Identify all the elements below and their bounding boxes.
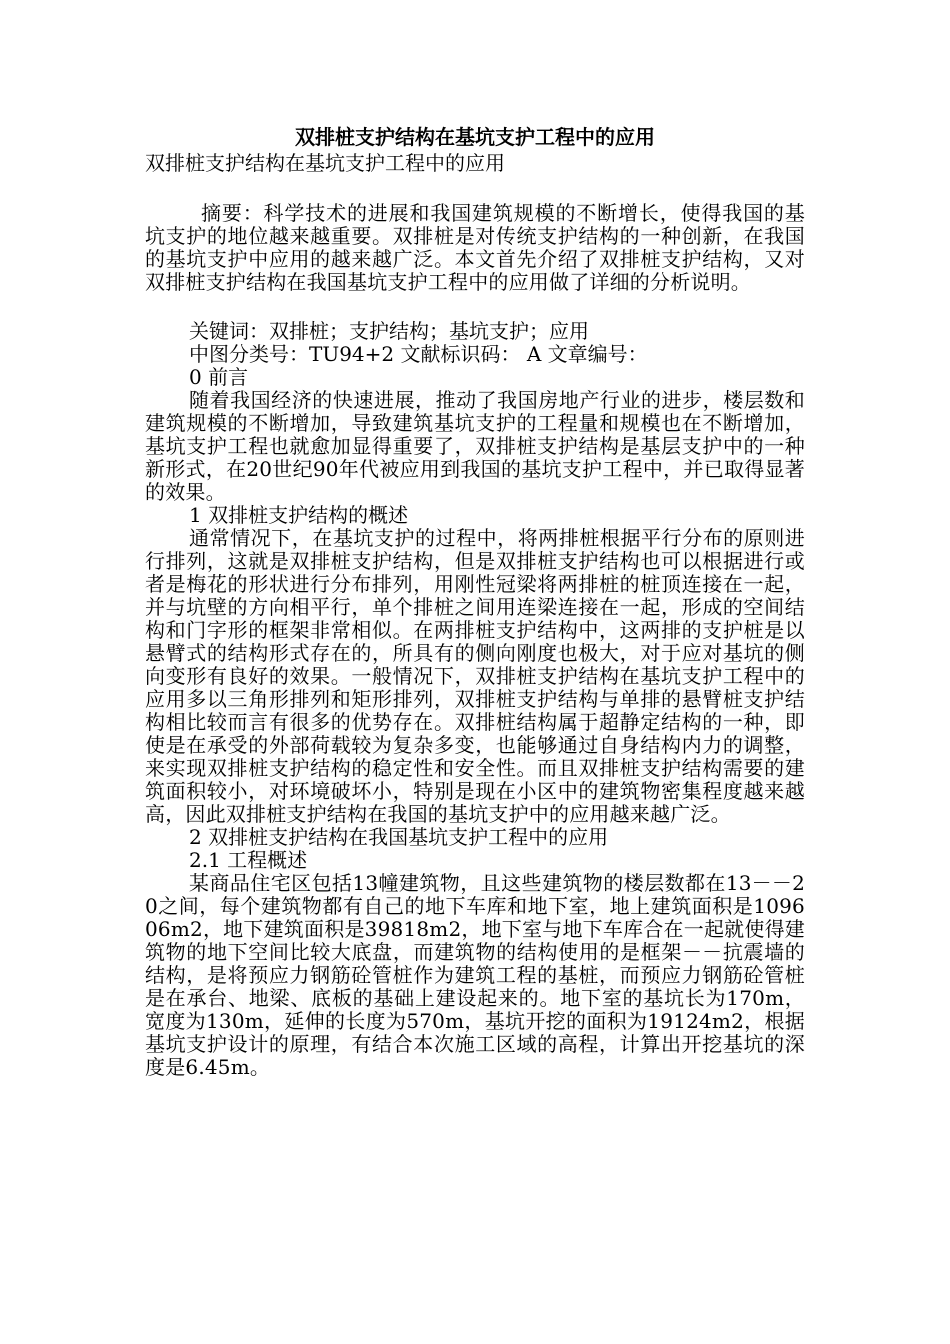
abstract-paragraph: 摘要：科学技术的进展和我国建筑规模的不断增长，使得我国的基坑支护的地位越来越重要。双排桩是对传统支护结构的一种创新，在我国的基坑支护中应用的越来越广泛。本文首先介绍了双排桩支护结构，又对双排桩支护结构在我国基坑支护工程中的应用做了详细的分析说明。 xyxy=(145,201,805,294)
document-content xyxy=(145,124,805,1079)
section-heading-2-1: 2.1 工程概述 xyxy=(189,848,308,872)
blank-line xyxy=(145,294,805,320)
document-title: 双排桩支护结构在基坑支护工程中的应用 xyxy=(295,125,655,149)
section-heading-2: 2 双排桩支护结构在我国基坑支护工程中的应用 xyxy=(189,825,609,849)
document-subtitle: 双排桩支护结构在基坑支护工程中的应用 xyxy=(145,151,505,175)
keywords-line: 关键词：双排桩；支护结构；基坑支护；应用 xyxy=(189,319,589,343)
blank-line xyxy=(145,176,805,202)
section-body-2-1: 某商品住宅区包括13幢建筑物，且这些建筑物的楼层数都在13－－20之间，每个建筑物都有自己的地下车库和地下室，地上建筑面积是109606m2，地下建筑面积是39818m2，地下室与地下车库合在一起就使得建筑物的地下空间比较大底盘，而建筑物的结构使用的是框架－－抗震墙的结构，是将预应力钢筋砼管桩作为建筑工程的基桩，而预应力钢筋砼管桩是在承台、地梁、底板的基础上建设起来的。地下室的基坑长为170m，宽度为130m，延伸的长度为570m，基坑开挖的面积为19124m2，根据基坑支护设计的原理，有结合本次施工区域的高程，计算出开挖基坑的深度是6.45m。 xyxy=(145,871,805,1079)
section-body-0: 随着我国经济的快速进展，推动了我国房地产行业的进步，楼层数和建筑规模的不断增加，导致建筑基坑支护的工程量和规模也在不断增加，基坑支护工程也就愈加显得重要了，双排桩支护结构是基层支护中的一种新形式，在20世纪90年代被应用到我国的基坑支护工程中，并已取得显著的效果。 xyxy=(145,388,805,504)
classification-line: 中图分类号：TU94+2 文献标识码： A 文章编号： xyxy=(189,342,648,366)
section-heading-1: 1 双排桩支护结构的概述 xyxy=(189,503,409,527)
section-heading-0: 0 前言 xyxy=(189,365,249,389)
section-body-1: 通常情况下，在基坑支护的过程中，将两排桩根据平行分布的原则进行排列，这就是双排桩支护结构，但是双排桩支护结构也可以根据进行或者是梅花的形状进行分布排列，用刚性冠梁将两排桩的桩顶连接在一起，并与坑壁的方向相平行，单个排桩之间用连梁连接在一起，形成的空间结构和门字形的框架非常相似。在两排桩支护结构中，这两排的支护桩是以悬臂式的结构形式存在的，所具有的侧向刚度也极大，对于应对基坑的侧向变形有良好的效果。一般情况下，双排桩支护结构在基坑支护工程中的应用多以三角形排列和矩形排列，双排桩支护结构与单排的悬臂桩支护结构相比较而言有很多的优势存在。双排桩结构属于超静定结构的一种，即使是在承受的外部荷载较为复杂多变，也能够通过自身结构内力的调整，来实现双排桩支护结构的稳定性和安全性。而且双排桩支护结构需要的建筑面积较小，对环境破坏小，特别是现在小区中的建筑物密集程度越来越高，因此双排桩支护结构在我国的基坑支护中的应用越来越广泛。 xyxy=(145,526,805,826)
